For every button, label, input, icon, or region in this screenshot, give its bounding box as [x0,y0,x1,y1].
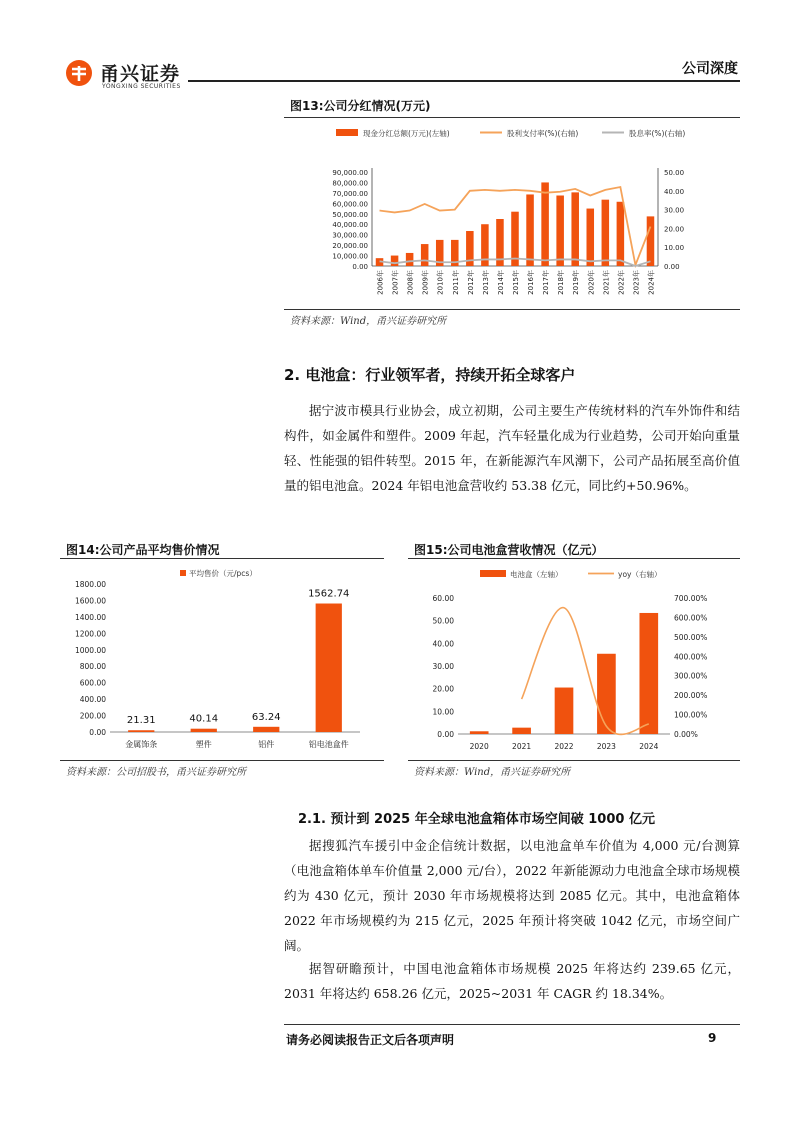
figure14-rule-bottom [60,760,384,761]
y-left-tick: 30,000.00 [332,231,368,240]
figure15-chart [408,560,740,758]
y-tick: 1000.00 [74,645,106,655]
x-tick-year: 2006年 [376,270,385,295]
section2-title: 2. 电池盒：行业领军者，持续开拓全球客户 [284,366,576,384]
footer-rule [284,1024,740,1025]
header [62,52,742,92]
section21-paragraph-2: 据智研瞻预计，中国电池盒箱体市场规模 2025 年将达约 239.65 亿元，2031 年将达约 658.26 亿元，2025~2031 年 CAGR 约 18.34%。 [284,961,740,1001]
y-right-tick: 10.00 [664,244,685,253]
x-tick-year: 2011年 [451,270,460,295]
figure13-rule-bottom [284,309,740,310]
logo-subtitle: YONGXING SECURITIES [102,83,181,90]
y-right-tick: 20.00 [664,225,685,234]
figure14-title: 图14:公司产品平均售价情况 [66,543,220,557]
y-left-tick: 60,000.00 [332,200,368,209]
section21-title: 2.1. 预计到 2025 年全球电池盒箱体市场空间破 1000 亿元 [298,812,655,827]
line-yoy [522,608,649,735]
y-tick: 1200.00 [74,629,106,639]
x-tick-year: 2018年 [557,270,566,295]
section2-paragraph: 据宁波市模具行业协会，成立初期，公司主要生产传统材料的汽车外饰件和结构件，如金属件和塑件。2009 年起，汽车轻量化成为行业趋势，公司开始向重量轻、性能强的铝件转型。2015 年，在新能源汽车风潮下，公司产品拓展至高价值量的铝电池盒。2024 年铝电池盒营收约 53.38 亿元，同比约+50.96%。 [284,403,740,493]
bar-dividend [647,216,655,266]
y-tick: 600.00 [79,678,106,688]
y-left-tick: 20,000.00 [332,242,368,251]
y-right-tick: 40.00 [664,187,685,196]
y-left-tick: 80,000.00 [332,179,368,188]
footer-disclaimer: 请务必阅读报告正文后各项声明 [286,1033,455,1047]
x-tick: 塑件 [195,740,212,749]
bar-dividend [556,196,564,267]
data-label: 40.14 [189,713,219,725]
x-tick-year: 2007年 [391,270,400,295]
y-left-tick: 50.00 [432,616,454,626]
y-left-tick: 0.00 [437,730,454,739]
y-right-tick: 0.00% [674,730,698,739]
y-left-tick: 50,000.00 [332,210,368,219]
legend-swatch-dividend [336,129,358,136]
x-tick-year: 2019年 [572,270,581,295]
y-tick: 800.00 [79,662,106,672]
logo-text: 甬兴证券 [100,63,181,85]
y-left-tick: 40,000.00 [332,221,368,230]
legend-label-yoy: yoy（右轴） [618,570,662,579]
legend-label-price: 平均售价（元/pcs） [189,569,257,578]
bar-price [253,727,279,732]
x-tick-year: 2020年 [587,270,596,295]
x-tick-year: 2022年 [617,270,626,295]
figure14-source: 资料来源：公司招股书，甬兴证券研究所 [66,767,246,778]
y-tick: 1800.00 [74,580,106,589]
x-tick: 铝电池盒件 [308,740,349,749]
page-number: 9 [708,1031,717,1045]
x-tick-year: 2022 [554,742,574,751]
bar-dividend [406,253,414,266]
y-left-tick: 60.00 [432,594,454,603]
bar-dividend [617,202,625,266]
legend-swatch-battery-box [480,570,506,577]
bar-dividend [541,182,549,266]
x-tick-year: 2008年 [406,270,415,295]
x-tick-year: 2017年 [542,270,551,295]
y-right-tick: 700.00% [674,594,708,603]
figure13-rule-top [284,117,740,118]
x-tick-year: 2010年 [436,270,445,295]
x-tick: 金属饰条 [125,740,158,749]
bar-battery-box-revenue [597,654,616,734]
x-tick-year: 2012年 [466,270,475,295]
x-tick-year: 2013年 [481,270,490,295]
y-left-tick: 20.00 [432,684,454,694]
bar-dividend [526,194,534,266]
y-tick: 1400.00 [74,612,106,622]
y-left-tick: 10.00 [432,707,454,717]
y-tick: 400.00 [79,695,106,705]
figure13-source: 资料来源：Wind，甬兴证券研究所 [290,316,447,327]
bar-dividend [602,200,610,266]
legend-label-dividend: 现金分红总额(万元)(左轴) [363,129,450,138]
figure15-rule-top [408,558,740,559]
y-left-tick: 30.00 [432,662,454,671]
y-right-tick: 50.00 [664,169,685,177]
report-type: 公司深度 [682,61,738,77]
y-right-tick: 30.00 [664,206,685,215]
x-tick-year: 2021 [512,742,532,751]
bar-dividend [587,209,595,266]
bar-battery-box-revenue [555,688,574,734]
y-right-tick: 200.00% [674,691,708,701]
x-tick-year: 2021年 [602,270,611,295]
bar-price [128,730,154,732]
bar-battery-box-revenue [470,731,489,734]
bar-battery-box-revenue [512,728,531,734]
figure15-title: 图15:公司电池盒营收情况（亿元） [414,543,604,557]
x-tick-year: 2024年 [647,270,656,295]
y-right-tick: 100.00% [674,710,708,720]
figure14-chart [60,560,384,758]
y-tick: 1600.00 [74,596,106,606]
y-right-tick: 500.00% [674,632,708,642]
y-left-tick: 40.00 [432,639,454,649]
bar-battery-box-revenue [639,613,658,734]
x-tick-year: 2024 [639,742,659,751]
x-tick-year: 2020 [469,742,489,751]
x-tick-year: 2016年 [527,270,536,295]
y-left-tick: 70,000.00 [332,189,368,198]
bar-dividend [421,244,429,266]
bar-dividend [571,192,579,266]
data-label: 1562.74 [308,588,350,600]
header-rule [188,80,740,82]
y-right-tick: 600.00% [674,613,708,623]
y-left-tick: 90,000.00 [332,169,368,177]
legend-swatch-price [180,570,186,576]
x-tick-year: 2014年 [496,270,505,295]
legend-label-battery-box: 电池盒（左轴） [510,570,563,579]
data-label: 21.31 [126,715,156,727]
x-tick-year: 2009年 [421,270,430,295]
section21-paragraph-1: 据搜狐汽车援引中金企信统计数据，以电池盒单车价值为 4,000 元/台测算（电池盒箱体单车价值量 2,000 元/台），2022 年新能源动力电池盒全球市场规模约为 430 亿元，预计 2030 年市场规模将达到 2085 亿元。其中，电池盒箱体 2022 年市场规模约为 215 亿元，2025 年预计将突破 1042 亿元，市场空间广阔。 [284,838,740,953]
y-tick: 0.00 [89,728,106,737]
bar-price [316,604,342,732]
figure13-title: 图13:公司分红情况(万元) [290,99,431,113]
y-right-tick: 0.00 [664,263,680,271]
y-tick: 200.00 [79,711,106,721]
x-tick-year: 2023 [596,742,616,751]
figure13-chart [284,120,740,308]
data-label: 63.24 [251,711,281,723]
figure15-source: 资料来源：Wind，甬兴证券研究所 [414,767,571,778]
bar-price [191,729,217,732]
bar-dividend [391,256,399,266]
x-tick-year: 2023年 [632,270,641,295]
y-right-tick: 400.00% [674,652,708,662]
legend-label-yield: 股息率(%)(右轴) [629,129,686,138]
figure15-rule-bottom [408,760,740,761]
legend-label-payout: 股利支付率(%)(右轴) [507,129,579,138]
x-tick: 铝件 [258,740,275,749]
y-right-tick: 300.00% [674,671,708,681]
figure14-rule-top [60,558,384,559]
y-left-tick: 10,000.00 [332,252,368,261]
x-tick-year: 2015年 [512,270,520,295]
y-left-tick: 0.00 [352,263,368,271]
logo-icon [64,58,94,88]
